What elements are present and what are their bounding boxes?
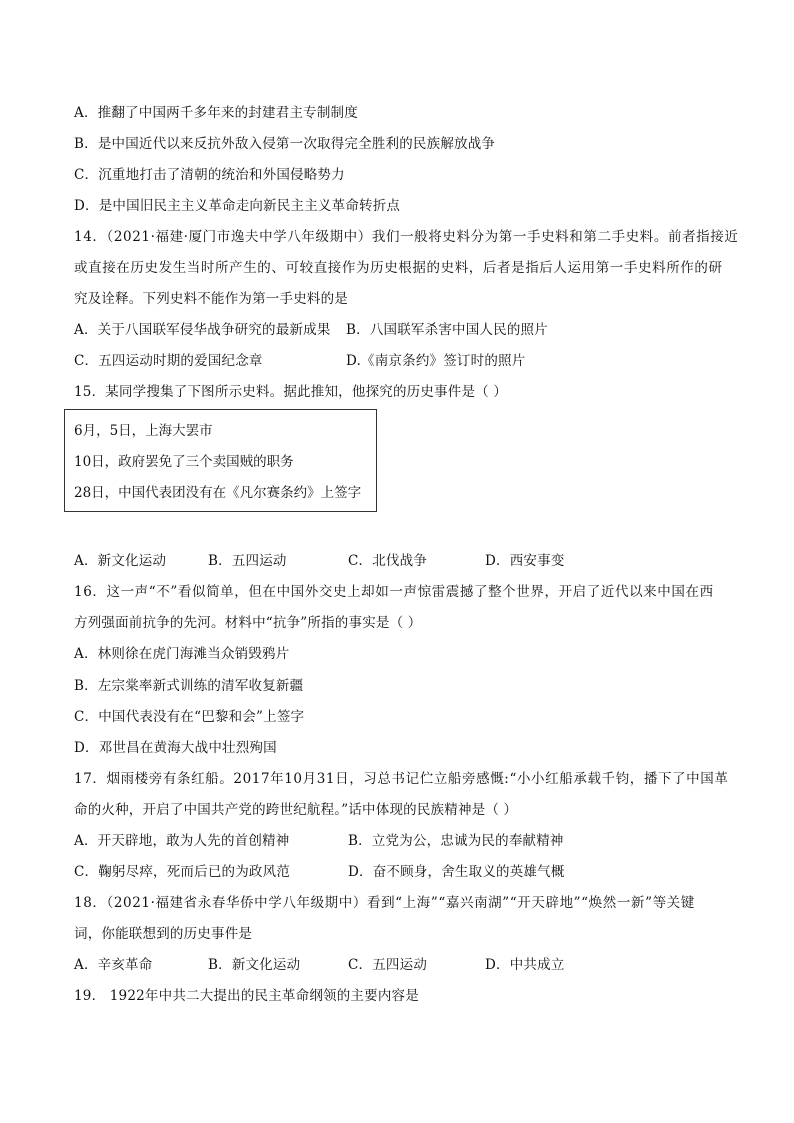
q16-stem-line-2: 方列强面前抗争的先河。材料中“抗争”所指的事实是（ ） [74, 615, 422, 631]
q17-options-row-2 [74, 863, 565, 881]
q19-stem: 19． 1922年中共二大提出的民主革命纲领的主要内容是 [74, 988, 419, 1004]
q17-option-d: D．奋不顾身，舍生取义的英雄气概 [348, 864, 565, 880]
q15-options-row [74, 552, 565, 570]
q15-stem: 15．某同学搜集了下图所示史料。据此推知，他探究的历史事件是（ ） [74, 384, 508, 400]
q16-option-c: C．中国代表没有在“巴黎和会”上签字 [74, 709, 305, 725]
q15-option-a: A．新文化运动 [74, 553, 167, 569]
q18-option-c: C．五四运动 [348, 957, 428, 973]
q15-box-line-1: 6月，5日，上海大罢市 [74, 423, 213, 439]
q17-stem-line-2: 命的火种，开启了中国共产党的跨世纪航程。”话中体现的民族精神是（ ） [74, 802, 518, 818]
q18-stem-line-1: 18．（2021·福建省永春华侨中学八年级期中）看到“上海”“嘉兴南湖”“开天辟地”“焕然一新”等关键 [74, 895, 695, 911]
q16-option-d: D．邓世昌在黄海大战中壮烈殉国 [74, 740, 277, 756]
q14-stem-line-1: 14．（2021·福建·厦门市逸夫中学八年级期中）我们一般将史料分为第一手史料和第二手史料。前者指接近 [74, 229, 739, 245]
q14-option-b: B．八国联军杀害中国人民的照片 [346, 322, 548, 338]
q15-source-box [64, 409, 377, 512]
q18-option-d: D．中共成立 [485, 957, 565, 973]
q15-option-d: D．西安事变 [485, 553, 565, 569]
q15-box-line-2: 10日，政府罢免了三个卖国贼的职务 [74, 454, 294, 470]
q18-options-row [74, 956, 565, 974]
q14-stem-line-2: 或直接在历史发生当时所产生的、可较直接作为历史根据的史料，后者是指后人运用第一手史料所作的研 [74, 260, 723, 276]
q14-stem-line-3: 究及诠释。下列史料不能作为第一手史料的是 [74, 291, 348, 307]
q15-option-b: B．五四运动 [208, 553, 287, 569]
q17-option-a: A．开天辟地，敢为人先的首创精神 [74, 833, 290, 849]
q14-options-row-1 [74, 321, 548, 339]
q16-option-a: A．林则徐在虎门海滩当众销毁鸦片 [74, 646, 290, 662]
q13-option-a: A．推翻了中国两千多年来的封建君主专制制度 [74, 105, 358, 121]
q18-option-b: B．新文化运动 [208, 957, 301, 973]
q17-option-c: C．鞠躬尽瘁，死而后已的为政风范 [74, 864, 291, 880]
q14-option-c: C．五四运动时期的爱国纪念章 [74, 353, 263, 369]
q14-option-a: A．关于八国联军侵华战争研究的最新成果 [74, 322, 331, 338]
q17-option-b: B．立党为公，忠诚为民的奉献精神 [348, 833, 564, 849]
q18-option-a: A．辛亥革命 [74, 957, 153, 973]
q15-option-c: C．北伐战争 [348, 553, 428, 569]
q15-box-line-3: 28日，中国代表团没有在《凡尔赛条约》上签字 [74, 485, 362, 501]
q14-options-row-2 [74, 352, 526, 370]
q18-stem-line-2: 词，你能联想到的历史事件是 [74, 926, 253, 942]
q13-option-b: B．是中国近代以来反抗外敌入侵第一次取得完全胜利的民族解放战争 [74, 136, 496, 152]
q13-option-c: C．沉重地打击了清朝的统治和外国侵略势力 [74, 167, 345, 183]
q16-stem-line-1: 16．这一声“不”看似简单，但在中国外交史上却如一声惊雷震撼了整个世界，开启了近代以来中国在西 [74, 584, 714, 600]
q13-option-d: D．是中国旧民主主义革命走向新民主主义革命转折点 [74, 198, 401, 214]
q14-option-d: D.《南京条约》签订时的照片 [346, 353, 526, 369]
q16-option-b: B．左宗棠率新式训练的清军收复新疆 [74, 678, 304, 694]
q17-stem-line-1: 17．烟雨楼旁有条红船。2017年10月31日，习总书记伫立船旁感慨:“小小红船承载千钧，播下了中国革 [74, 771, 729, 787]
q17-options-row-1 [74, 832, 564, 850]
